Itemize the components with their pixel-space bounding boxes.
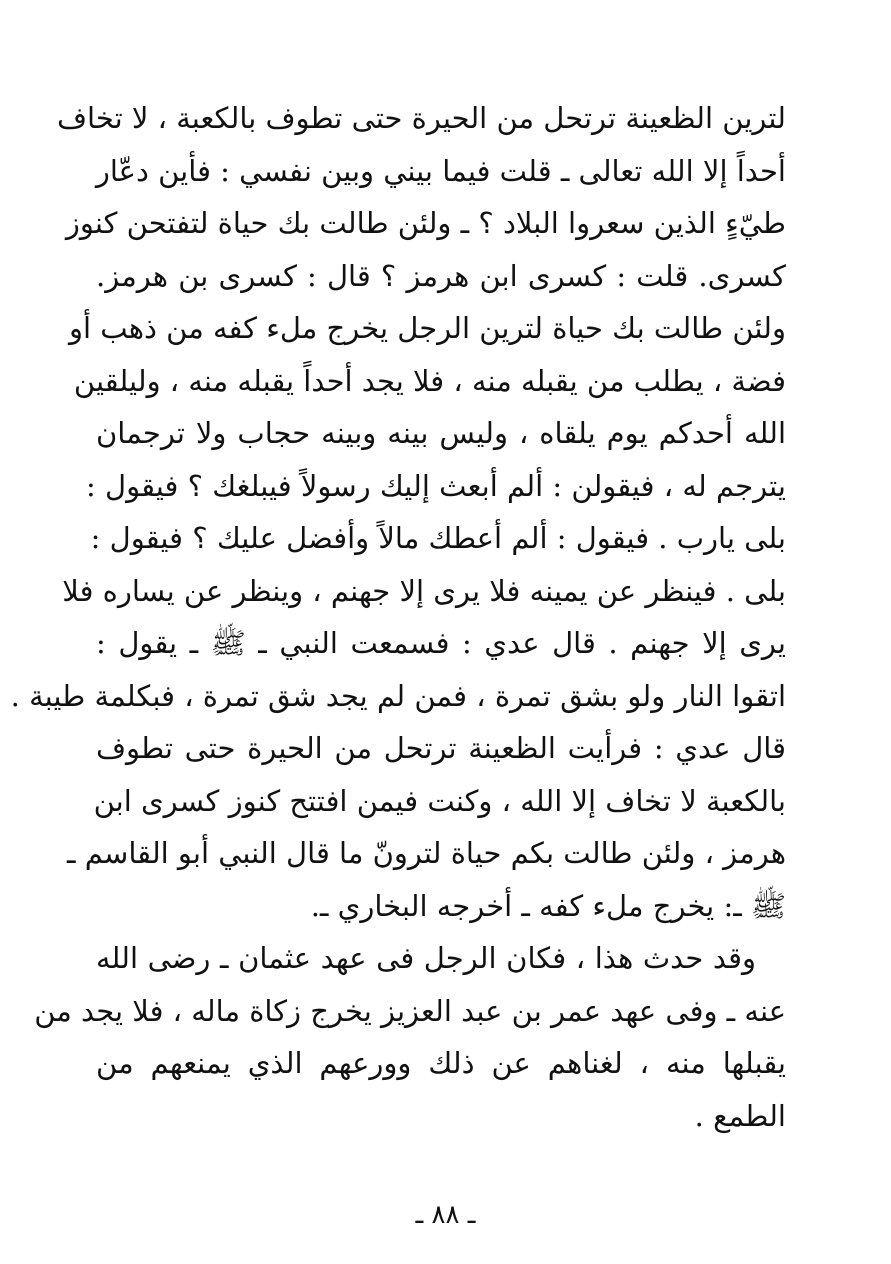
text-line: هرمز ، ولئن طالت بكم حياة لترونّ ما قال النبي أبو القاسم ـ — [67, 836, 786, 870]
text-line: اتقوا النار ولو بشق تمرة ، فمن لم يجد شق تمرة ، فبكلمة طيبة . — [10, 678, 786, 713]
text-line: طيّءٍ الذين سعروا البلاد ؟ ـ ولئن طالت بك حياة لتفتحن كنوز — [65, 206, 786, 240]
text-line: لترين الظعينة ترتحل من الحيرة حتى تطوف بالكعبة ، لا تخاف — [56, 101, 786, 135]
text-line: الطمع . — [694, 1098, 786, 1133]
text-line: أحداً إلا الله تعالى ـ قلت فيما بيني وبين نفسي : فأين دعّار — [95, 153, 786, 188]
text-line: قال عدي : فرأيت الظعينة ترتحل من الحيرة حتى تطوف — [96, 731, 786, 765]
text-line: يرى إلا جهنم . قال عدي : فسمعت النبي ـ ﷺ ـ يقول : — [96, 626, 786, 660]
text-line: عنه ـ وفى عهد عمر بن عبد العزيز يخرج زكاة ماله ، فلا يجد من — [34, 993, 786, 1028]
text-line: الله أحدكم يوم يلقاه ، وليس بينه وبينه حجاب ولا ترجمان — [96, 416, 786, 450]
page-number: ـ ٨٨ ـ — [415, 1200, 476, 1230]
text-line: بلى يارب . فيقول : ألم أعطك مالاً وأفضل عليك ؟ فيقول : — [90, 521, 786, 555]
text-line: فضة ، يطلب من يقبله منه ، فلا يجد أحداً يقبله منه ، وليلقين — [73, 363, 786, 398]
text-line: كسرى. قلت : كسرى ابن هرمز ؟ قال : كسرى بن هرمز. — [96, 258, 786, 293]
text-line: يقبلها منه ، لغناهم عن ذلك وورعهم الذي يمنعهم من — [96, 1046, 786, 1080]
text-line: يترجم له ، فيقولن : ألم أبعث إليك رسولاً فيبلغك ؟ فيقول : — [86, 468, 786, 503]
paragraph-first-line: وقد حدث هذا ، فكان الرجل فى عهد عثمان ـ رضى الله — [96, 941, 756, 975]
text-line: ولئن طالت بك حياة لترين الرجل يخرج ملء كفه من ذهب أو — [68, 311, 786, 345]
text-line: بالكعبة لا تخاف إلا الله ، وكنت فيمن افتتح كنوز كسرى ابن — [93, 783, 786, 818]
text-line: ﷺ ـ: يخرج ملء كفه ـ أخرجه البخاري ـ. — [310, 888, 786, 923]
page-body-text — [10, 92, 786, 1142]
text-line: بلى . فينظر عن يمينه فلا يرى إلا جهنم ، وينظر عن يساره فلا — [62, 573, 786, 608]
